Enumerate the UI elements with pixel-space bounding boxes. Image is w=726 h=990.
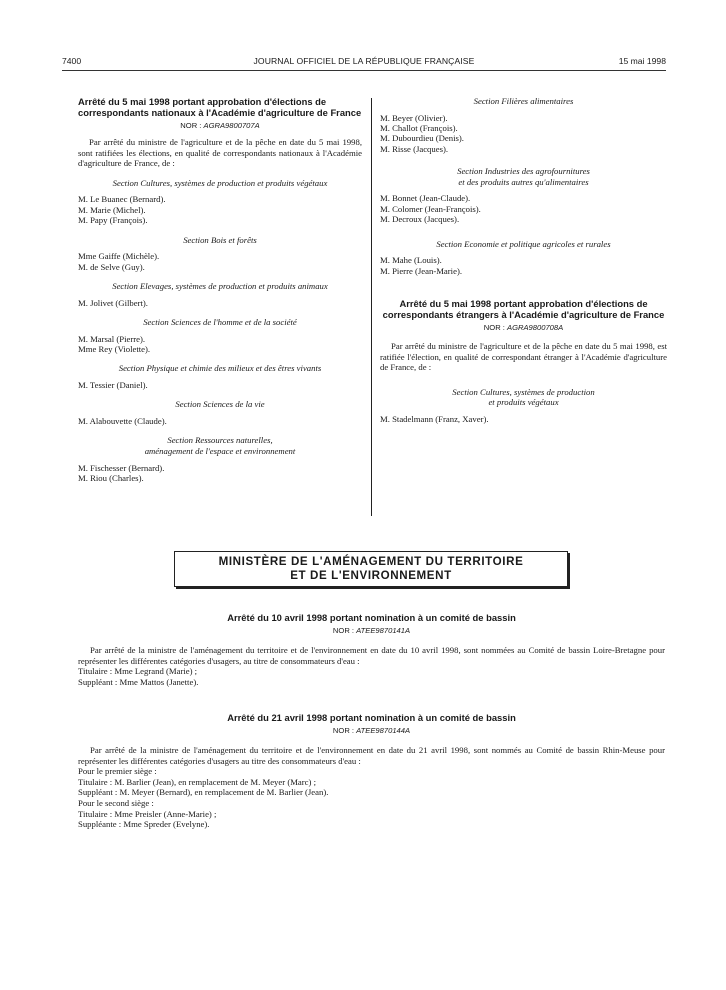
right-column xyxy=(380,96,667,424)
list-item: M. Marie (Michel). xyxy=(78,204,146,215)
section-title: Section Elevages, systèmes de production et produits animaux xyxy=(112,281,328,291)
section-title: Section Sciences de la vie xyxy=(175,399,265,410)
section-title xyxy=(78,435,362,456)
arrete4 xyxy=(78,712,665,830)
list-item: M. de Selve (Guy). xyxy=(78,261,145,272)
section-title-line: Section Ressources naturelles, xyxy=(167,435,273,446)
name-list xyxy=(78,334,362,355)
list-item: M. Colomer (Jean-François). xyxy=(380,203,481,214)
name-list xyxy=(78,416,362,426)
page-number: 7400 xyxy=(62,56,82,66)
list-item: M. Jolivet (Gilbert). xyxy=(78,297,148,308)
ministry-line: MINISTÈRE DE L'AMÉNAGEMENT DU TERRITOIRE xyxy=(218,555,524,568)
arrete4-body: Par arrêté de la ministre de l'aménagement du territoire et de l'environnement en date du 21 avril 1998, sont nommés au Comité de bassin Rhin-Meuse pour représenter les différentes catégories d'usagers au titre des consommateurs d'eau : xyxy=(78,745,665,766)
arrete2-nor xyxy=(380,323,667,333)
arrete3-body: Par arrêté de la ministre de l'aménagement du territoire et de l'environnement en date du 10 avril 1998, sont nommées au Comité de bassin Loire-Bretagne pour représenter les différentes catégories d'usagers, au titre de consommateurs d'eau : xyxy=(78,645,665,666)
section-title xyxy=(380,387,667,408)
name-list xyxy=(380,193,667,224)
section-title-line: et produits végétaux xyxy=(488,397,559,408)
section-title-line: Section Cultures, systèmes de production xyxy=(452,386,595,397)
nor-code: ATEE9870144A xyxy=(356,726,411,735)
issue-date: 15 mai 1998 xyxy=(618,56,666,66)
ministry-heading xyxy=(174,551,568,587)
arrete3-nor xyxy=(78,626,665,636)
list-item: M. Alabouvette (Claude). xyxy=(78,416,167,426)
arrete2-title: Arrêté du 5 mai 1998 portant approbation d'élections de correspondants étrangers à l'Académie d'agriculture de France xyxy=(382,298,665,321)
column-divider xyxy=(371,98,372,516)
list-item: M. Mahe (Louis). xyxy=(380,255,442,266)
left-column xyxy=(78,96,362,483)
list-item: Suppléant : Mme Mattos (Janette). xyxy=(78,676,199,687)
list-item: M. Decroux (Jacques). xyxy=(380,214,460,225)
list-item: Mme Rey (Violette). xyxy=(78,344,151,354)
section-title: Section Bois et forêts xyxy=(183,234,257,245)
nor-label: NOR : xyxy=(483,323,505,333)
list-item: M. Risse (Jacques). xyxy=(380,143,449,154)
list-item: M. Riou (Charles). xyxy=(78,473,144,483)
section-title-line: aménagement de l'espace et environnement xyxy=(144,446,296,456)
section-title xyxy=(380,166,667,187)
nor-label: NOR : xyxy=(180,121,202,130)
name-list xyxy=(380,414,667,424)
name-list xyxy=(78,380,362,390)
arrete3 xyxy=(78,612,665,687)
list-item: M. Papy (François). xyxy=(78,215,148,226)
arrete4-lines xyxy=(78,766,665,830)
list-item: Pour le premier siège : xyxy=(78,766,157,777)
arrete1-body: Par arrêté du ministre de l'agriculture et de la pêche en date du 5 mai 1998, sont ratifiées les élections, en qualité de correspondants nationaux à l'Académie d'agriculture de France, de : xyxy=(78,137,362,169)
section-title-line: Section Industries des agrofournitures xyxy=(457,166,590,177)
list-item: M. Stadelmann (Franz, Xaver). xyxy=(380,414,489,424)
name-list xyxy=(78,298,362,308)
section-title: Section Filières alimentaires xyxy=(473,96,574,106)
section-title-line: et des produits autres qu'alimentaires xyxy=(458,176,589,187)
section-title: Section Physique et chimie des milieux et des êtres vivants xyxy=(118,363,322,374)
page-header xyxy=(62,56,666,70)
arrete1-title: Arrêté du 5 mai 1998 portant approbation d'élections de correspondants nationaux à l'Académie d'agriculture de France xyxy=(78,96,362,118)
section-title: Section Cultures, systèmes de production et produits végétaux xyxy=(112,177,328,188)
list-item: M. Beyer (Olivier). xyxy=(380,112,448,123)
name-list xyxy=(78,194,362,225)
name-list xyxy=(380,113,667,155)
nor-code: AGRA9800707A xyxy=(203,121,260,130)
list-item: M. Fischesser (Bernard). xyxy=(78,462,165,473)
nor-code: AGRA9800708A xyxy=(507,323,564,333)
section-title: Section Sciences de l'homme et de la société xyxy=(143,317,297,327)
nor-label: NOR : xyxy=(332,626,355,635)
list-item: Pour le second siège : xyxy=(78,797,154,808)
list-item: Titulaire : Mme Legrand (Marie) ; xyxy=(78,666,198,677)
list-item: Suppléant : M. Meyer (Bernard), en remplacement de M. Barlier (Jean). xyxy=(78,787,329,798)
name-list xyxy=(78,251,362,272)
list-item: M. Bonnet (Jean-Claude). xyxy=(380,193,471,204)
list-item: M. Le Buanec (Bernard). xyxy=(78,194,166,205)
arrete3-lines xyxy=(78,666,665,687)
ministry-line: ET DE L'ENVIRONNEMENT xyxy=(290,569,452,582)
section-title: Section Economie et politique agricoles et rurales xyxy=(436,238,611,249)
name-list xyxy=(78,463,362,484)
name-list xyxy=(380,255,667,276)
list-item: Mme Gaiffe (Michèle). xyxy=(78,251,160,262)
list-item: M. Pierre (Jean-Marie). xyxy=(380,265,463,276)
arrete4-title: Arrêté du 21 avril 1998 portant nomination à un comité de bassin xyxy=(227,712,516,723)
list-item: M. Dubourdieu (Denis). xyxy=(380,133,464,144)
arrete2-body: Par arrêté du ministre de l'agriculture et de la pêche en date du 5 mai 1998, est ratifiée l'élection, en qualité de correspondant étranger à l'Académie d'agriculture de France, de : xyxy=(380,341,667,373)
list-item: M. Tessier (Daniel). xyxy=(78,380,148,390)
arrete3-title: Arrêté du 10 avril 1998 portant nomination à un comité de bassin xyxy=(227,612,516,623)
header-rule xyxy=(62,70,666,71)
nor-code: ATEE9870141A xyxy=(356,626,411,635)
list-item: Titulaire : Mme Preisler (Anne-Marie) ; xyxy=(78,808,217,819)
list-item: Suppléante : Mme Spreder (Evelyne). xyxy=(78,819,210,830)
journal-title: JOURNAL OFFICIEL DE LA RÉPUBLIQUE FRANÇAISE xyxy=(253,56,475,66)
nor-label: NOR : xyxy=(332,726,355,735)
list-item: M. Marsal (Pierre). xyxy=(78,333,146,344)
arrete4-nor xyxy=(78,726,665,736)
list-item: M. Challot (François). xyxy=(380,123,458,133)
list-item: Titulaire : M. Barlier (Jean), en remplacement de M. Meyer (Marc) ; xyxy=(78,776,317,787)
arrete1-nor xyxy=(78,121,362,131)
